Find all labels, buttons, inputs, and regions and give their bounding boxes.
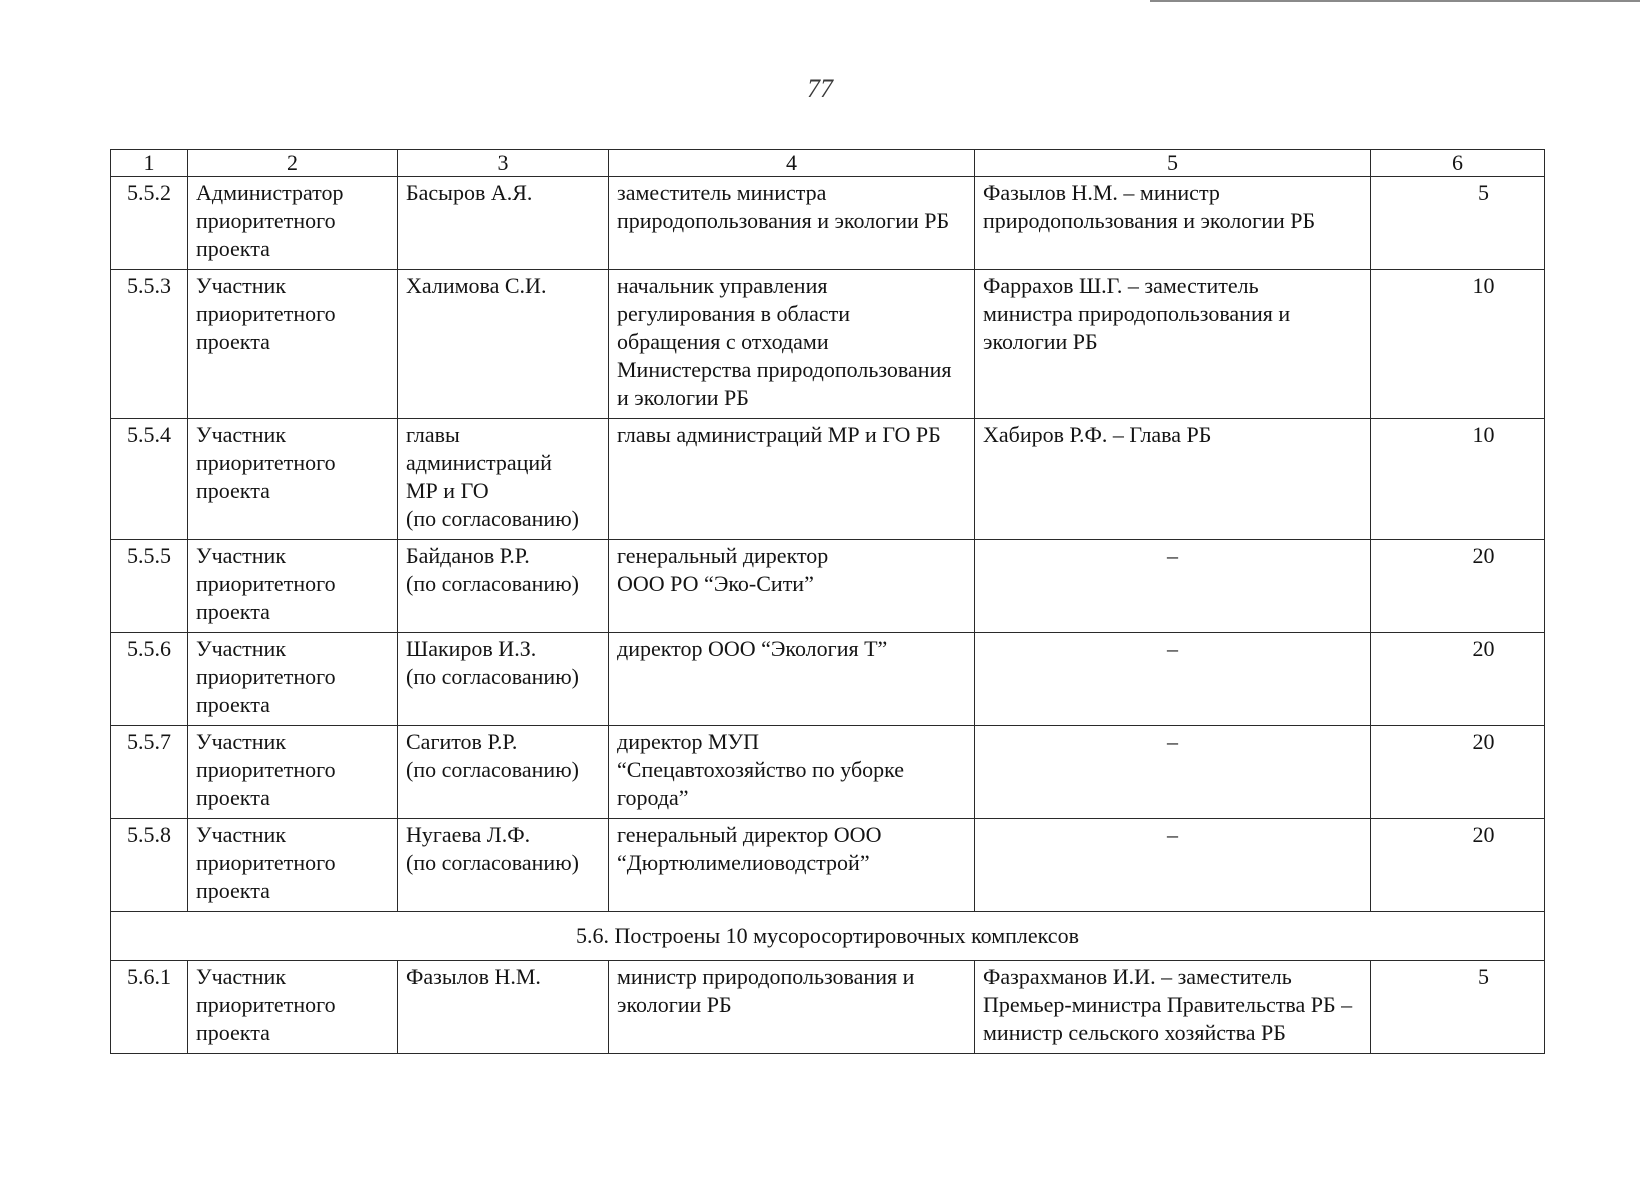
row-supervisor: – xyxy=(975,540,1371,633)
table-row xyxy=(111,961,1545,1054)
project-team-table xyxy=(110,149,1545,1054)
row-position: главы администраций МР и ГО РБ xyxy=(609,419,975,540)
row-position: начальник управления регулирования в области обращения с отходами Министерства природопользования и экологии РБ xyxy=(609,270,975,419)
col-header-3: 3 xyxy=(398,150,609,177)
row-supervisor: Фазрахманов И.И. – заместитель Премьер-министра Правительства РБ – министр сельского хозяйства РБ xyxy=(975,961,1371,1054)
row-position: директор МУП “Спецавтохозяйство по уборке города” xyxy=(609,726,975,819)
section-row xyxy=(111,912,1545,961)
row-position: генеральный директор ООО РО “Эко-Сити” xyxy=(609,540,975,633)
row-number: 5.5.8 xyxy=(111,819,188,912)
row-share: 5 xyxy=(1371,961,1545,1054)
table-row xyxy=(111,540,1545,633)
row-share: 10 xyxy=(1371,419,1545,540)
row-position: генеральный директор ООО “Дюртюлимелиоводстрой” xyxy=(609,819,975,912)
row-name: Нугаева Л.Ф. (по согласованию) xyxy=(398,819,609,912)
row-name: Байданов Р.Р. (по согласованию) xyxy=(398,540,609,633)
row-name: Басыров А.Я. xyxy=(398,177,609,270)
table-row xyxy=(111,270,1545,419)
row-role: Участник приоритетного проекта xyxy=(188,633,398,726)
row-share: 20 xyxy=(1371,540,1545,633)
row-position: заместитель министра природопользования и экологии РБ xyxy=(609,177,975,270)
row-role: Участник приоритетного проекта xyxy=(188,961,398,1054)
row-supervisor: – xyxy=(975,726,1371,819)
row-name: главы администраций МР и ГО (по согласованию) xyxy=(398,419,609,540)
col-header-1: 1 xyxy=(111,150,188,177)
row-role: Участник приоритетного проекта xyxy=(188,819,398,912)
row-supervisor: – xyxy=(975,819,1371,912)
table-row xyxy=(111,726,1545,819)
row-name: Фазылов Н.М. xyxy=(398,961,609,1054)
row-name: Сагитов Р.Р. (по согласованию) xyxy=(398,726,609,819)
row-supervisor: Фазылов Н.М. – министр природопользования и экологии РБ xyxy=(975,177,1371,270)
table-row xyxy=(111,177,1545,270)
col-header-2: 2 xyxy=(188,150,398,177)
col-header-5: 5 xyxy=(975,150,1371,177)
column-number-row xyxy=(111,150,1545,177)
row-number: 5.6.1 xyxy=(111,961,188,1054)
row-number: 5.5.6 xyxy=(111,633,188,726)
row-name: Халимова С.И. xyxy=(398,270,609,419)
row-share: 20 xyxy=(1371,819,1545,912)
row-supervisor: Фаррахов Ш.Г. – заместитель министра природопользования и экологии РБ xyxy=(975,270,1371,419)
row-number: 5.5.2 xyxy=(111,177,188,270)
row-role: Участник приоритетного проекта xyxy=(188,419,398,540)
section-heading: 5.6. Построены 10 мусоросортировочных комплексов xyxy=(111,912,1545,961)
row-role: Участник приоритетного проекта xyxy=(188,726,398,819)
col-header-6: 6 xyxy=(1371,150,1545,177)
row-role: Администратор приоритетного проекта xyxy=(188,177,398,270)
row-share: 5 xyxy=(1371,177,1545,270)
table-row xyxy=(111,633,1545,726)
scan-edge-line xyxy=(1150,0,1640,2)
col-header-4: 4 xyxy=(609,150,975,177)
row-number: 5.5.5 xyxy=(111,540,188,633)
row-position: министр природопользования и экологии РБ xyxy=(609,961,975,1054)
row-number: 5.5.3 xyxy=(111,270,188,419)
table-row xyxy=(111,419,1545,540)
row-role: Участник приоритетного проекта xyxy=(188,540,398,633)
row-supervisor: – xyxy=(975,633,1371,726)
table-row xyxy=(111,819,1545,912)
row-name: Шакиров И.З. (по согласованию) xyxy=(398,633,609,726)
row-share: 20 xyxy=(1371,633,1545,726)
row-position: директор ООО “Экология Т” xyxy=(609,633,975,726)
row-share: 10 xyxy=(1371,270,1545,419)
row-role: Участник приоритетного проекта xyxy=(188,270,398,419)
page-number: 77 xyxy=(807,74,833,103)
row-number: 5.5.4 xyxy=(111,419,188,540)
row-supervisor: Хабиров Р.Ф. – Глава РБ xyxy=(975,419,1371,540)
row-number: 5.5.7 xyxy=(111,726,188,819)
row-share: 20 xyxy=(1371,726,1545,819)
